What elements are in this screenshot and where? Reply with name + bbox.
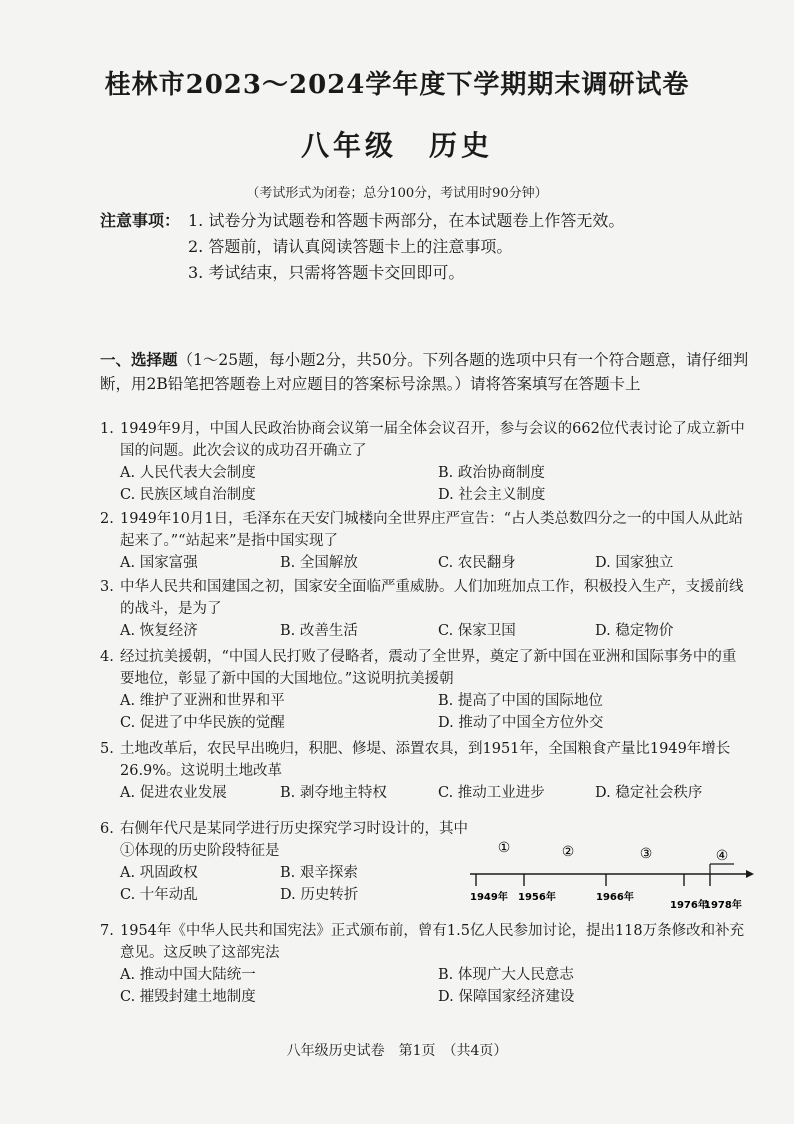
section-instructions: （1～25题，每小题2分，共50分。下列各题的选项中只有一个符合题意，请仔细判断，用2B铅笔把答题卷上对应题目的答案标号涂黑。）请将答案填写在答题卡上 xyxy=(100,351,749,393)
notice-label: 注意事项： xyxy=(100,211,181,230)
question-stem: 经过抗美援朝，“中国人民打败了侵略者，震动了全世界，奠定了新中国在亚洲和国际事务中的重要地位，彰显了新中国的大国地位。”这说明抗美援朝 xyxy=(120,649,737,687)
question-4 xyxy=(100,646,750,734)
exam-info: （考试形式为闭卷；总分100分，考试用时90分钟） xyxy=(246,186,548,201)
question-number: 3. xyxy=(100,579,114,595)
question-stem: 中华人民共和国建国之初，国家安全面临严重威胁。人们加班加点工作，积极投入生产，支援前线的战斗，是为了 xyxy=(120,579,744,617)
option-d: D. 稳定物价 xyxy=(595,623,674,639)
question-number: 2. xyxy=(100,511,114,527)
question-number: 4. xyxy=(100,649,114,665)
question-1 xyxy=(100,418,750,506)
option-a: A. 人民代表大会制度 xyxy=(120,465,256,481)
page-footer: 八年级历史试卷 第1页 （共4页） xyxy=(286,1043,508,1059)
question-stem: 右侧年代尺是某同学进行历史探究学习时设计的，其中①体现的历史阶段特征是 xyxy=(120,821,468,859)
option-b: B. 改善生活 xyxy=(280,623,358,639)
section-heading: 一、选择题 xyxy=(100,350,178,369)
timeline-year: 1956年 xyxy=(518,892,556,903)
option-a: A. 恢复经济 xyxy=(120,623,198,639)
page-title: 桂林市2023～2024学年度下学期期末调研试卷 xyxy=(104,70,690,100)
question-6 xyxy=(100,818,468,906)
timeline-year: 1966年 xyxy=(596,892,634,903)
option-d: D. 保障国家经济建设 xyxy=(438,989,575,1005)
question-stem: 1949年9月，中国人民政治协商会议第一届全体会议召开，参与会议的662位代表讨论了成立新中国的问题。此次会议的成功召开确立了 xyxy=(120,421,745,459)
option-c: C. 民族区域自治制度 xyxy=(120,487,256,503)
option-b: B. 剥夺地主特权 xyxy=(280,785,387,801)
page-subtitle: 八年级 历史 xyxy=(300,129,493,162)
option-a: A. 维护了亚洲和世界和平 xyxy=(120,693,285,709)
timeline-diagram xyxy=(466,836,756,916)
option-c: C. 农民翻身 xyxy=(438,555,516,571)
notice-item: 3. 考试结束，只需将答题卡交回即可。 xyxy=(188,263,465,282)
timeline-arrow xyxy=(746,870,754,878)
timeline-year: 1976年 xyxy=(670,900,708,911)
option-a: A. 促进农业发展 xyxy=(120,785,227,801)
timeline-year: 1978年 xyxy=(704,900,742,911)
option-d: D. 稳定社会秩序 xyxy=(595,785,703,801)
option-d: D. 社会主义制度 xyxy=(438,487,546,503)
option-b: B. 体现广大人民意志 xyxy=(438,967,574,983)
question-2 xyxy=(100,508,750,574)
question-stem: 土地改革后，农民早出晚归，积肥、修堤、添置农具，到1951年，全国粮食产量比1949年增长26.9%。这说明土地改革 xyxy=(120,741,731,779)
option-c: C. 推动工业进步 xyxy=(438,785,545,801)
question-stem: 1949年10月1日，毛泽东在天安门城楼向全世界庄严宣告：“占人类总数四分之一的中国人从此站起来了。”“站起来”是指中国实现了 xyxy=(120,511,743,549)
notice-item: 1. 试卷分为试题卷和答题卡两部分，在本试题卷上作答无效。 xyxy=(188,211,625,230)
timeline-marker: ② xyxy=(561,844,575,860)
question-5 xyxy=(100,738,750,804)
question-7 xyxy=(100,920,750,1008)
option-c: C. 促进了中华民族的觉醒 xyxy=(120,715,285,731)
option-c: C. 保家卫国 xyxy=(438,623,516,639)
option-c: C. 十年动乱 xyxy=(120,887,198,903)
option-d: D. 推动了中国全方位外交 xyxy=(438,715,604,731)
question-number: 7. xyxy=(100,923,114,939)
question-number: 6. xyxy=(100,821,114,837)
question-stem: 1954年《中华人民共和国宪法》正式颁布前，曾有1.5亿人民参加讨论，提出118万条修改和补充意见。这反映了这部宪法 xyxy=(120,923,745,961)
option-b: B. 艰辛探索 xyxy=(280,865,358,881)
section-intro xyxy=(100,348,755,396)
question-3 xyxy=(100,576,750,642)
timeline-marker: ③ xyxy=(639,846,653,862)
question-number: 5. xyxy=(100,741,114,757)
option-d: D. 历史转折 xyxy=(280,887,359,903)
option-b: B. 全国解放 xyxy=(280,555,358,571)
question-number: 1. xyxy=(100,421,114,437)
option-b: B. 提高了中国的国际地位 xyxy=(438,693,603,709)
option-a: A. 巩固政权 xyxy=(120,865,198,881)
option-a: A. 国家富强 xyxy=(120,555,198,571)
notice-item: 2. 答题前，请认真阅读答题卡上的注意事项。 xyxy=(188,237,513,256)
option-a: A. 推动中国大陆统一 xyxy=(120,967,256,983)
timeline-marker: ④ xyxy=(715,848,729,864)
timeline-year: 1949年 xyxy=(470,892,508,903)
option-d: D. 国家独立 xyxy=(595,555,674,571)
timeline-marker: ① xyxy=(497,840,511,856)
option-c: C. 摧毁封建土地制度 xyxy=(120,989,256,1005)
option-b: B. 政治协商制度 xyxy=(438,465,545,481)
